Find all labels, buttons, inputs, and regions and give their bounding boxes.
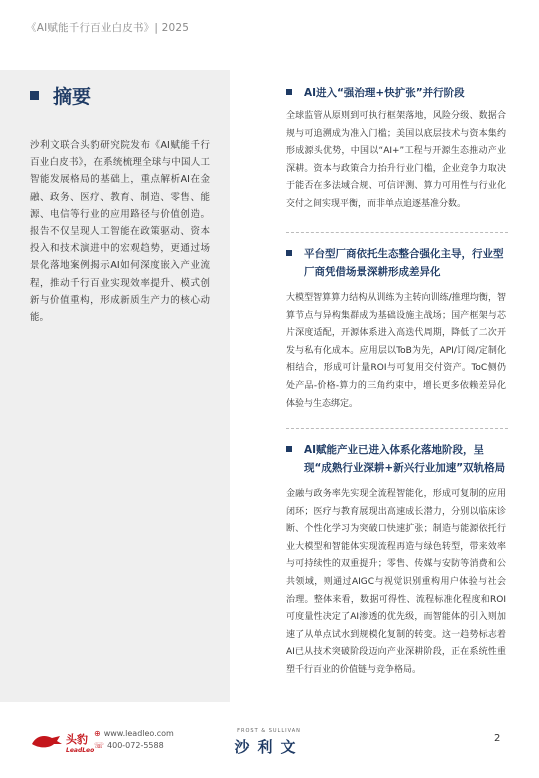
section-title-1: AI进入“强治理+快扩张”并行阶段: [304, 87, 465, 99]
page-number: 2: [494, 733, 501, 744]
website-link[interactable]: www.leadleo.com: [103, 729, 174, 738]
leopard-logo-icon: [30, 732, 64, 750]
abstract-title: 摘要: [53, 86, 92, 108]
frost-sullivan-logo: [224, 728, 314, 757]
brand-big-text: 沙利文: [234, 738, 304, 756]
phone-number: 400-072-5588: [107, 741, 164, 750]
brand-small-text: FROST & SULLIVAN: [237, 728, 301, 734]
section-divider: [286, 428, 508, 429]
logo-text-cn: 头豹: [66, 733, 88, 746]
section-divider: [286, 232, 508, 233]
section-body-3: 金融与政务率先实现全流程智能化，形成可复制的应用闭环；医疗与教育展现出高速成长潜力，分别以临床诊断、个性化学习为突破口快速扩张；制造与能源依托行业大模型和智能体实现流程再造与绿色转型，带来效率与可持续性的双重提升；零售、传媒与安防等消费和公共领域，则通过AIGC与视觉识别重构用户体验与社会治理。整体来看，数据可得性、流程标准化程度和ROI可度量性决定了AI渗透的优先级，而智能体的引入则加速了从单点试水到规模化复制的转变。这一趋势标志着AI已从技术突破阶段迈向产业深耕阶段，正在系统性重塑千行百业的价值链与竞争格局。: [286, 489, 506, 675]
bullet-icon: [286, 89, 292, 95]
square-bullet-icon: [30, 91, 39, 100]
abstract-heading: [30, 82, 91, 109]
section-title-3: AI赋能产业已进入体系化落地阶段，呈现“成熟行业深耕+新兴行业加速”双轨格局: [304, 444, 506, 474]
bullet-icon: [286, 250, 292, 256]
logo-text-en: LeadLeo: [66, 747, 95, 754]
section-title-2: 平台型厂商依托生态整合强化主导，行业型厂商凭借场景深耕形成差异化: [304, 248, 504, 278]
bullet-icon: [286, 446, 292, 452]
section-heading-1: [286, 84, 508, 102]
abstract-body: 沙利文联合头豹研究院发布《AI赋能千行百业白皮书》，在系统梳理全球与中国人工智能发展格局的基础上，重点解析AI在金融、政务、医疗、教育、制造、零售、能源、电信等行业的应用路径与价值创造。报告不仅呈现人工智能在政策驱动、资本投入和技术演进中的宏观趋势，更通过场景化落地案例揭示AI如何深度嵌入产业流程，推动千行百业实现效率提升、模式创新与价值重构，形成新质生产力的核心动能。: [30, 140, 210, 324]
section-heading-3: [286, 441, 508, 477]
footer-contact: [94, 728, 174, 752]
section-body-1: 全球监管从原则到可执行框架落地，风险分级、数据合规与可追溯成为准入门槛；美国以底层技术与资本集约形成源头优势，中国以“AI+”工程与开源生态推动产业深耕。资本与政策合力抬升行业门槛，企业竞争力取决于能否在多法域合规、可信评测、算力可用性与行业化交付之间实现平衡，而非单点追逐基准分数。: [286, 111, 506, 209]
section-body-2: 大模型智算算力结构从训练为主转向训练/推理均衡，智算节点与异构集群成为基础设施主战场；国产框架与芯片深度适配，开源体系进入高迭代周期，降低了二次开发与私有化成本。应用层以ToB为先，API/订阅/定制化相结合，形成可计量ROI与可复用交付资产。ToC侧仍处产品-价格-算力的三角约束中，增长更多依赖差异化体验与生态绑定。: [286, 293, 506, 409]
document-header: 《AI赋能千行百业白皮书》| 2025: [26, 22, 190, 34]
section-heading-2: [286, 245, 508, 281]
globe-icon: ⊕: [94, 729, 101, 738]
phone-icon: ☏: [94, 741, 105, 750]
leadleo-logo: [30, 728, 94, 754]
